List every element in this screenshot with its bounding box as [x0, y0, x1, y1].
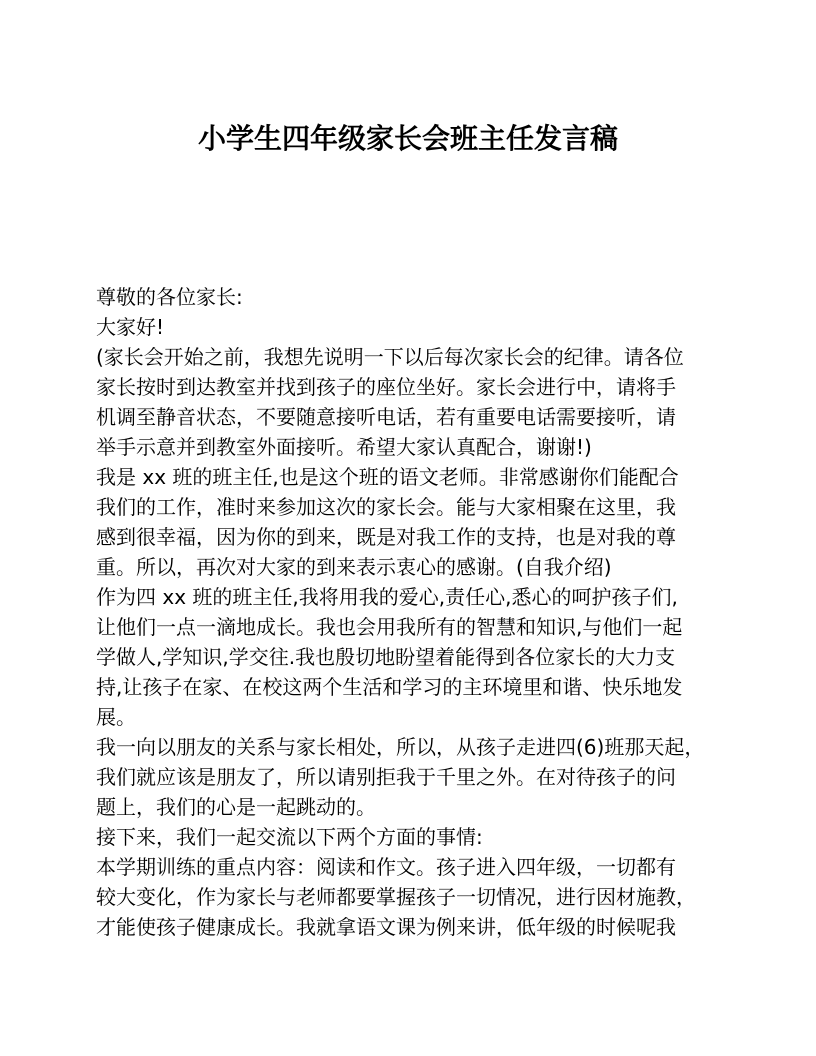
paragraph-line: (家长会开始之前，我想先说明一下以后每次家长会的纪律。请各位	[96, 345, 684, 369]
salutation-line: 大家好!	[96, 315, 165, 339]
paragraph-line: 本学期训练的重点内容：阅读和作文。孩子进入四年级，一切都有	[96, 855, 676, 879]
paragraph-line: 家长按时到达教室并找到孩子的座位坐好。家长会进行中，请将手	[96, 375, 676, 399]
paragraph-line: 我是 xx 班的班主任,也是这个班的语文老师。非常感谢你们能配合	[96, 465, 679, 489]
paragraph-line: 机调至静音状态，不要随意接听电话，若有重要电话需要接听，请	[96, 405, 676, 429]
paragraph-line: 展。	[96, 705, 136, 729]
paragraph-line: 作为四 xx 班的班主任,我将用我的爱心,责任心,悉心的呵护孩子们,	[96, 585, 678, 609]
paragraph-line: 学做人,学知识,学交往.我也殷切地盼望着能得到各位家长的大力支	[96, 645, 676, 669]
paragraph-line: 持,让孩子在家、在校这两个生活和学习的主环境里和谐、快乐地发	[96, 675, 683, 699]
paragraph-line: 题上，我们的心是一起跳动的。	[96, 795, 376, 819]
document-body	[96, 282, 736, 942]
paragraph-line: 举手示意并到教室外面接听。希望大家认真配合，谢谢!)	[96, 435, 592, 459]
document-title: 小学生四年级家长会班主任发言稿	[197, 122, 618, 155]
paragraph-line: 才能使孩子健康成长。我就拿语文课为例来讲，低年级的时候呢我	[96, 915, 676, 939]
paragraph-line: 重。所以，再次对大家的到来表示衷心的感谢。(自我介绍)	[96, 555, 612, 579]
paragraph-line: 较大变化，作为家长与老师都要掌握孩子一切情况，进行因材施教，	[96, 885, 696, 909]
paragraph-line: 感到很幸福，因为你的到来，既是对我工作的支持，也是对我的尊	[96, 525, 676, 549]
paragraph-line: 让他们一点一滴地成长。我也会用我所有的智慧和知识,与他们一起	[96, 615, 683, 639]
paragraph-line: 我们的工作，准时来参加这次的家长会。能与大家相聚在这里，我	[96, 495, 676, 519]
greeting-line: 尊敬的各位家长:	[96, 285, 243, 309]
paragraph-line: 接下来，我们一起交流以下两个方面的事情:	[96, 825, 483, 849]
paragraph-line: 我们就应该是朋友了，所以请别拒我于千里之外。在对待孩子的问	[96, 765, 676, 789]
paragraph-line: 我一向以朋友的关系与家长相处，所以，从孩子走进四(6)班那天起，	[96, 735, 705, 759]
